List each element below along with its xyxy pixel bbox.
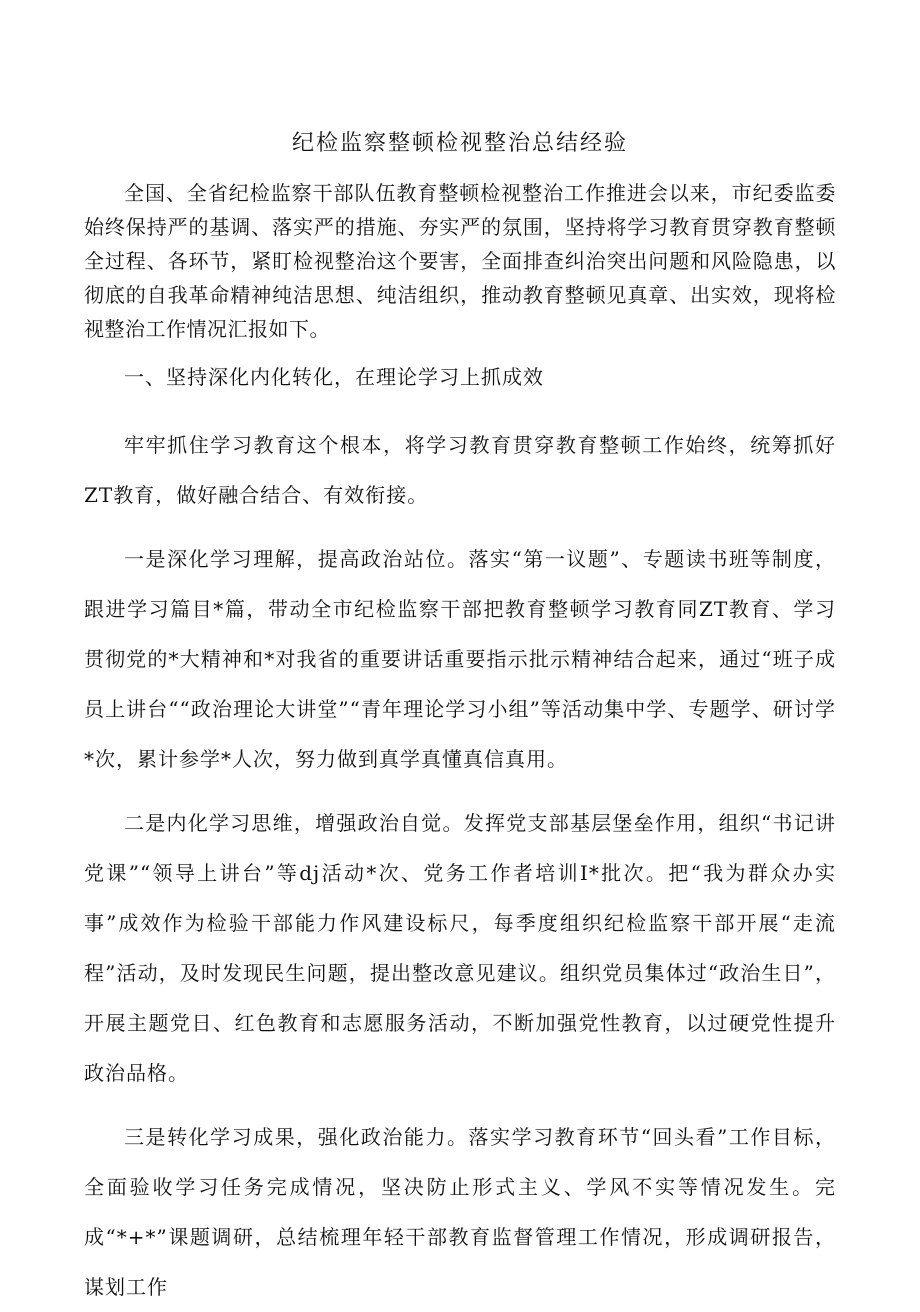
point-paragraph-2: 二是内化学习思维，增强政治自觉。发挥党支部基层堡垒作用，组织“书记讲党课”“领导上讲台”等dj活动*次、党务工作者培训I*批次。把“我为群众办实事”成效作为检验干部能力作风建设标尺，每季度组织纪检监察干部开展“走流程”活动，及时发现民生问题，提出整改意见建议。组织党员集体过“政治生日”，开展主题党日、红色教育和志愿服务活动，不断加强党性教育，以过硬党性提升政治品格。 bbox=[84, 811, 836, 1085]
section1-lead-paragraph: 牢牢抓住学习教育这个根本，将学习教育贯穿教育整顿工作始终，统筹抓好ZT教育，做好融合结合、有效衔接。 bbox=[84, 433, 836, 507]
intro-paragraph: 全国、全省纪检监察干部队伍教育整顿检视整治工作推进会以来，市纪委监委始终保持严的基调、落实严的措施、夯实严的氛围，坚持将学习教育贯穿教育整顿全过程、各环节，紧盯检视整治这个要害，全面排查纠治突出问题和风险隐患，以彻底的自我革命精神纯洁思想、纯洁组织，推动教育整顿见真章、出实效，现将检视整治工作情况汇报如下。 bbox=[84, 181, 836, 341]
document-page bbox=[84, 126, 836, 1312]
point-paragraph-3: 三是转化学习成果，强化政治能力。落实学习教育环节“回头看”工作目标，全面验收学习任务完成情况，坚决防止形式主义、学风不实等情况发生。完成“*+*”课题调研，总结梳理年轻干部教育监督管理工作情况，形成调研报告，谋划工作 bbox=[84, 1125, 836, 1299]
point-paragraph-1: 一是深化学习理解，提高政治站位。落实“第一议题”、专题读书班等制度，跟进学习篇目*篇，带动全市纪检监察干部把教育整顿学习教育同ZT教育、学习贯彻党的*大精神和*对我省的重要讲话重要指示批示精神结合起来，通过“班子成员上讲台““政治理论大讲堂”“青年理论学习小组”等活动集中学、专题学、研讨学*次，累计参学*人次，努力做到真学真懂真信真用。 bbox=[84, 547, 836, 771]
section-heading-1: 一、坚持深化内化转化，在理论学习上抓成效 bbox=[124, 365, 544, 389]
document-title: 纪检监察整顿检视整治总结经验 bbox=[291, 131, 628, 156]
